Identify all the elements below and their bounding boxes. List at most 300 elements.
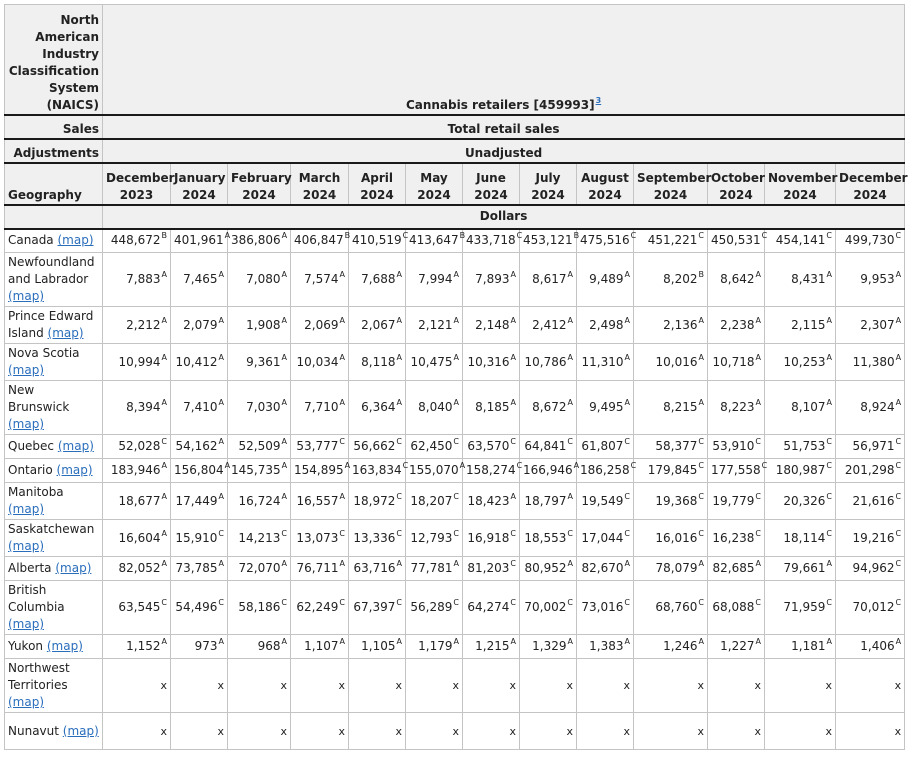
cell-value: 1,406 bbox=[860, 639, 895, 653]
data-cell bbox=[406, 581, 463, 635]
map-link[interactable]: (map) bbox=[8, 289, 45, 303]
year-label: 2024 bbox=[360, 187, 394, 202]
quality-indicator: C bbox=[396, 491, 402, 501]
cell-value: x bbox=[452, 724, 459, 738]
data-cell bbox=[463, 635, 520, 659]
month-label: December bbox=[106, 170, 175, 185]
quality-indicator: C bbox=[516, 231, 523, 241]
cell-value: x bbox=[217, 724, 224, 738]
map-link[interactable]: (map) bbox=[8, 502, 45, 516]
map-link[interactable]: (map) bbox=[56, 463, 93, 477]
data-cell bbox=[836, 344, 905, 381]
data-cell bbox=[577, 659, 634, 713]
quality-indicator: A bbox=[698, 559, 704, 568]
quality-indicator: A bbox=[755, 398, 761, 407]
data-cell bbox=[171, 659, 228, 713]
data-cell bbox=[406, 659, 463, 713]
cell-value: 163,834 bbox=[352, 463, 402, 477]
map-link[interactable]: (map) bbox=[47, 326, 84, 340]
data-cell bbox=[171, 381, 228, 435]
cell-value: 81,203 bbox=[467, 561, 510, 575]
data-cell bbox=[577, 557, 634, 581]
cell-value: 82,052 bbox=[118, 561, 161, 575]
quality-indicator: C bbox=[698, 461, 704, 470]
data-cell bbox=[349, 713, 406, 750]
cell-value: 1,179 bbox=[418, 639, 453, 653]
cell-value: 18,423 bbox=[467, 493, 510, 508]
quality-indicator: A bbox=[510, 352, 516, 362]
quality-indicator: C bbox=[698, 231, 704, 241]
data-cell bbox=[765, 459, 836, 483]
data-cell bbox=[349, 344, 406, 381]
month-header bbox=[765, 163, 836, 205]
quality-indicator: C bbox=[698, 491, 704, 501]
cell-value: 70,012 bbox=[852, 600, 895, 614]
cell-value: 499,730 bbox=[844, 233, 895, 248]
quality-indicator: A bbox=[459, 461, 466, 470]
quality-indicator: C bbox=[755, 528, 761, 538]
cell-value: 67,397 bbox=[353, 600, 396, 614]
cell-value: x bbox=[697, 724, 704, 738]
data-cell bbox=[765, 635, 836, 659]
quality-indicator: C bbox=[453, 491, 459, 501]
data-cell bbox=[406, 483, 463, 520]
cell-value: 72,070 bbox=[238, 561, 281, 575]
cell-value: 154,895 bbox=[294, 463, 344, 477]
geography-name: Ontario bbox=[8, 463, 53, 477]
quality-indicator: A bbox=[218, 559, 224, 568]
cell-value: 64,274 bbox=[467, 600, 510, 614]
cell-value: 6,364 bbox=[361, 400, 396, 414]
data-cell bbox=[171, 520, 228, 557]
data-cell bbox=[634, 307, 708, 344]
data-cell bbox=[406, 557, 463, 581]
table-row bbox=[5, 229, 905, 253]
cell-value: 2,148 bbox=[475, 317, 510, 332]
quality-indicator: A bbox=[453, 352, 459, 362]
cell-value: 16,238 bbox=[712, 530, 755, 545]
data-cell bbox=[836, 381, 905, 435]
cell-value: 448,672 bbox=[110, 233, 161, 248]
cell-value: 183,946 bbox=[110, 463, 161, 477]
data-cell bbox=[577, 435, 634, 459]
cell-value: 1,181 bbox=[791, 639, 826, 653]
map-link[interactable]: (map) bbox=[8, 617, 45, 631]
data-cell bbox=[463, 253, 520, 307]
quality-indicator: A bbox=[396, 398, 402, 407]
quality-indicator: A bbox=[396, 315, 402, 325]
data-cell bbox=[291, 229, 349, 253]
year-label: 2024 bbox=[531, 187, 565, 202]
quality-indicator: A bbox=[161, 270, 167, 279]
quality-indicator: A bbox=[281, 315, 287, 325]
cell-value: 7,994 bbox=[418, 272, 453, 286]
quality-indicator: A bbox=[161, 315, 167, 325]
cell-value: 10,412 bbox=[175, 354, 218, 369]
quality-indicator: A bbox=[567, 352, 573, 362]
cell-value: 11,310 bbox=[581, 354, 624, 369]
geography-name: Nova Scotia bbox=[8, 346, 80, 360]
map-link[interactable]: (map) bbox=[62, 723, 99, 738]
quality-indicator: A bbox=[698, 398, 704, 407]
cell-value: 79,661 bbox=[783, 561, 826, 575]
data-cell bbox=[103, 520, 171, 557]
quality-indicator: C bbox=[510, 598, 516, 607]
unit-label: Dollars bbox=[103, 205, 905, 229]
quality-indicator: A bbox=[161, 528, 167, 538]
data-cell bbox=[463, 520, 520, 557]
quality-indicator: C bbox=[624, 437, 630, 446]
retail-sales-table bbox=[4, 4, 908, 750]
data-cell bbox=[836, 435, 905, 459]
data-cell bbox=[228, 581, 291, 635]
quality-indicator: C bbox=[624, 598, 630, 607]
data-cell bbox=[765, 581, 836, 635]
cell-value: 61,807 bbox=[581, 439, 624, 453]
quality-indicator: C bbox=[761, 461, 768, 470]
quality-indicator: C bbox=[755, 598, 761, 607]
data-cell bbox=[708, 659, 765, 713]
data-cell bbox=[634, 435, 708, 459]
cell-value: x bbox=[280, 724, 287, 738]
cell-value: 2,121 bbox=[418, 317, 453, 332]
cell-value: x bbox=[452, 679, 459, 692]
quality-indicator: C bbox=[826, 231, 832, 241]
quality-indicator: C bbox=[826, 437, 832, 446]
cell-value: 451,221 bbox=[647, 233, 698, 248]
map-link[interactable]: (map) bbox=[46, 639, 83, 653]
cell-value: 7,574 bbox=[304, 272, 339, 286]
year-label: 2024 bbox=[302, 187, 337, 202]
data-cell bbox=[291, 557, 349, 581]
cell-value: 9,953 bbox=[860, 272, 895, 286]
cell-value: 73,785 bbox=[175, 561, 218, 575]
cell-value: 968 bbox=[257, 639, 281, 653]
table-row bbox=[5, 381, 905, 435]
cell-value: x bbox=[825, 724, 832, 738]
quality-indicator: C bbox=[567, 598, 573, 607]
data-cell bbox=[463, 435, 520, 459]
data-cell bbox=[520, 581, 577, 635]
data-cell bbox=[291, 435, 349, 459]
quality-indicator: A bbox=[567, 559, 573, 568]
map-link[interactable]: (map) bbox=[8, 539, 45, 553]
quality-indicator: C bbox=[339, 598, 345, 607]
cell-value: 9,489 bbox=[589, 272, 624, 286]
data-cell bbox=[103, 435, 171, 459]
map-link[interactable]: (map) bbox=[8, 417, 45, 431]
quality-indicator: A bbox=[161, 461, 167, 470]
month-label: May bbox=[420, 170, 448, 185]
geography-name: Manitoba bbox=[8, 485, 64, 499]
data-cell bbox=[349, 253, 406, 307]
data-cell bbox=[349, 381, 406, 435]
data-cell bbox=[103, 635, 171, 659]
quality-indicator: A bbox=[218, 637, 224, 646]
data-cell bbox=[291, 459, 349, 483]
adjustments-stub-label: Adjustments bbox=[5, 139, 103, 163]
quality-indicator: B bbox=[459, 231, 466, 241]
year-label: 2024 bbox=[417, 187, 451, 202]
data-cell bbox=[836, 483, 905, 520]
data-cell bbox=[291, 483, 349, 520]
quality-indicator: C bbox=[339, 437, 345, 446]
cell-value: 8,223 bbox=[720, 400, 755, 414]
quality-indicator: B bbox=[698, 270, 704, 279]
data-cell bbox=[708, 229, 768, 253]
geography-cell bbox=[5, 659, 103, 713]
cell-value: 2,115 bbox=[791, 317, 826, 332]
quality-indicator: A bbox=[755, 270, 761, 279]
data-cell bbox=[406, 520, 463, 557]
cell-value: 7,465 bbox=[183, 272, 218, 286]
data-cell bbox=[228, 659, 291, 713]
data-cell bbox=[765, 381, 836, 435]
cell-value: 10,316 bbox=[467, 354, 510, 369]
map-link[interactable]: (map) bbox=[8, 363, 45, 377]
data-cell bbox=[836, 635, 905, 659]
data-cell bbox=[520, 713, 577, 750]
quality-indicator: A bbox=[567, 270, 573, 279]
cell-value: 1,215 bbox=[475, 639, 510, 653]
quality-indicator: A bbox=[218, 270, 224, 279]
data-cell bbox=[708, 344, 765, 381]
geography-name: Nunavut bbox=[8, 723, 59, 738]
data-cell bbox=[228, 381, 291, 435]
geography-cell bbox=[5, 635, 103, 659]
data-cell bbox=[634, 253, 708, 307]
cell-value: 73,016 bbox=[581, 600, 624, 614]
data-cell bbox=[634, 344, 708, 381]
cell-value: 94,962 bbox=[852, 561, 895, 575]
map-link[interactable]: (map) bbox=[57, 439, 94, 453]
cell-value: 8,107 bbox=[791, 400, 826, 414]
cell-value: 7,030 bbox=[246, 400, 281, 414]
footnote-link[interactable]: 3 bbox=[595, 95, 602, 105]
cell-value: 16,918 bbox=[467, 530, 510, 545]
data-cell bbox=[463, 307, 520, 344]
data-cell bbox=[103, 381, 171, 435]
quality-indicator: A bbox=[281, 437, 287, 446]
cell-value: 7,410 bbox=[183, 400, 218, 414]
quality-indicator: A bbox=[895, 398, 902, 407]
quality-indicator: A bbox=[826, 398, 832, 407]
data-cell bbox=[228, 459, 291, 483]
cell-value: 20,326 bbox=[783, 493, 826, 508]
data-cell bbox=[520, 253, 577, 307]
data-cell bbox=[291, 635, 349, 659]
cell-value: 62,249 bbox=[296, 600, 339, 614]
cell-value: 179,845 bbox=[647, 463, 698, 477]
quality-indicator: C bbox=[624, 491, 630, 501]
quality-indicator: A bbox=[895, 352, 902, 362]
data-cell bbox=[765, 557, 836, 581]
data-cell bbox=[349, 581, 406, 635]
cell-value: 53,910 bbox=[712, 439, 755, 453]
map-link[interactable]: (map) bbox=[8, 695, 45, 709]
data-cell bbox=[765, 307, 836, 344]
data-cell bbox=[577, 381, 634, 435]
data-cell bbox=[171, 435, 228, 459]
quality-indicator: A bbox=[453, 315, 459, 325]
data-cell bbox=[634, 635, 708, 659]
cell-value: x bbox=[566, 724, 573, 738]
data-cell bbox=[836, 459, 905, 483]
cell-value: x bbox=[754, 724, 761, 738]
geography-name: Canada bbox=[8, 233, 54, 248]
cell-value: 8,394 bbox=[126, 400, 161, 414]
data-cell bbox=[406, 381, 463, 435]
cell-value: 16,016 bbox=[655, 530, 698, 545]
month-header bbox=[406, 163, 463, 205]
quality-indicator: A bbox=[161, 559, 167, 568]
quality-indicator: C bbox=[281, 598, 287, 607]
geography-name: Saskatchewan bbox=[8, 522, 95, 536]
table-row bbox=[5, 520, 905, 557]
cell-value: 13,073 bbox=[296, 530, 339, 545]
data-cell bbox=[836, 520, 905, 557]
cell-value: 413,647 bbox=[409, 233, 459, 248]
quality-indicator: C bbox=[161, 598, 167, 607]
quality-indicator: A bbox=[826, 352, 832, 362]
cell-value: 1,383 bbox=[589, 639, 624, 653]
sales-stub-label: Sales bbox=[5, 115, 103, 139]
cell-value: 7,080 bbox=[246, 272, 281, 286]
quality-indicator: C bbox=[453, 528, 459, 538]
cell-value: 8,040 bbox=[418, 400, 453, 414]
quality-indicator: C bbox=[895, 231, 902, 241]
quality-indicator: A bbox=[755, 315, 761, 325]
geography-cell bbox=[5, 520, 103, 557]
sales-value: Total retail sales bbox=[103, 115, 905, 139]
quality-indicator: A bbox=[224, 231, 231, 241]
quality-indicator: A bbox=[510, 398, 516, 407]
geography-cell bbox=[5, 344, 103, 381]
cell-value: 2,307 bbox=[860, 317, 895, 332]
quality-indicator: C bbox=[567, 437, 573, 446]
quality-indicator: A bbox=[339, 491, 345, 501]
month-label: September bbox=[637, 170, 712, 185]
cell-value: 13,336 bbox=[353, 530, 396, 545]
table-row bbox=[5, 344, 905, 381]
map-link[interactable]: (map) bbox=[57, 233, 94, 248]
cell-value: 406,847 bbox=[294, 233, 344, 248]
data-cell bbox=[577, 307, 634, 344]
data-cell bbox=[708, 435, 765, 459]
month-label: March bbox=[298, 170, 341, 185]
data-cell bbox=[708, 253, 765, 307]
quality-indicator: C bbox=[826, 598, 832, 607]
geography-cell bbox=[5, 435, 103, 459]
data-cell bbox=[406, 229, 466, 253]
quality-indicator: A bbox=[567, 637, 573, 646]
data-cell bbox=[349, 659, 406, 713]
cell-value: 1,329 bbox=[532, 639, 567, 653]
cell-value: 1,227 bbox=[720, 639, 755, 653]
cell-value: 18,677 bbox=[118, 493, 161, 508]
quality-indicator: A bbox=[624, 559, 630, 568]
quality-indicator: C bbox=[698, 528, 704, 538]
quality-indicator: A bbox=[573, 461, 580, 470]
data-cell bbox=[171, 581, 228, 635]
data-cell bbox=[708, 635, 765, 659]
cell-value: x bbox=[338, 679, 345, 692]
cell-value: 453,121 bbox=[523, 233, 573, 248]
cell-value: 18,553 bbox=[524, 530, 567, 545]
adjustments-value: Unadjusted bbox=[103, 139, 905, 163]
quality-indicator: A bbox=[281, 461, 288, 470]
data-cell bbox=[520, 483, 577, 520]
cell-value: 1,105 bbox=[361, 639, 396, 653]
data-cell bbox=[520, 381, 577, 435]
data-cell bbox=[171, 635, 228, 659]
map-link[interactable]: (map) bbox=[55, 561, 92, 575]
cell-value: 433,718 bbox=[466, 233, 516, 248]
cell-value: x bbox=[623, 724, 630, 738]
cell-value: 2,067 bbox=[361, 317, 396, 332]
quality-indicator: A bbox=[281, 559, 287, 568]
quality-indicator: C bbox=[826, 461, 832, 470]
data-cell bbox=[291, 713, 349, 750]
cell-value: 410,519 bbox=[352, 233, 402, 248]
cell-value: 12,793 bbox=[410, 530, 453, 545]
table-row bbox=[5, 635, 905, 659]
cell-value: x bbox=[160, 724, 167, 738]
quality-indicator: A bbox=[895, 270, 902, 279]
cell-value: 401,961 bbox=[174, 233, 224, 248]
data-cell bbox=[291, 344, 349, 381]
geography-cell bbox=[5, 229, 103, 253]
cell-value: 10,994 bbox=[118, 354, 161, 369]
cell-value: 156,804 bbox=[174, 463, 224, 477]
quality-indicator: A bbox=[624, 352, 630, 362]
cell-value: 8,431 bbox=[791, 272, 826, 286]
data-cell bbox=[103, 307, 171, 344]
data-cell bbox=[765, 659, 836, 713]
cell-value: 8,672 bbox=[532, 400, 567, 414]
quality-indicator: A bbox=[624, 270, 630, 279]
quality-indicator: C bbox=[698, 437, 704, 446]
quality-indicator: C bbox=[339, 528, 345, 538]
data-cell bbox=[463, 229, 523, 253]
data-cell bbox=[349, 459, 409, 483]
data-cell bbox=[577, 635, 634, 659]
cell-value: 10,016 bbox=[655, 354, 698, 369]
cell-value: 58,186 bbox=[238, 600, 281, 614]
table-row bbox=[5, 557, 905, 581]
month-label: October bbox=[711, 170, 765, 185]
quality-indicator: C bbox=[895, 528, 902, 538]
cell-value: 8,202 bbox=[663, 272, 698, 286]
unit-row-stub bbox=[5, 205, 103, 229]
data-cell bbox=[103, 483, 171, 520]
quality-indicator: A bbox=[281, 270, 287, 279]
quality-indicator: C bbox=[402, 461, 409, 470]
table-row bbox=[5, 713, 905, 750]
month-label: December bbox=[839, 170, 908, 185]
cell-value: 186,258 bbox=[580, 463, 630, 477]
year-label: 2024 bbox=[719, 187, 753, 202]
data-cell bbox=[406, 635, 463, 659]
cell-value: 155,070 bbox=[409, 463, 459, 477]
data-cell bbox=[708, 557, 765, 581]
data-cell bbox=[228, 520, 291, 557]
year-label: 2024 bbox=[474, 187, 508, 202]
data-cell bbox=[520, 659, 577, 713]
cell-value: x bbox=[509, 724, 516, 738]
geography-name: New Brunswick bbox=[8, 383, 70, 414]
quality-indicator: C bbox=[630, 461, 637, 470]
